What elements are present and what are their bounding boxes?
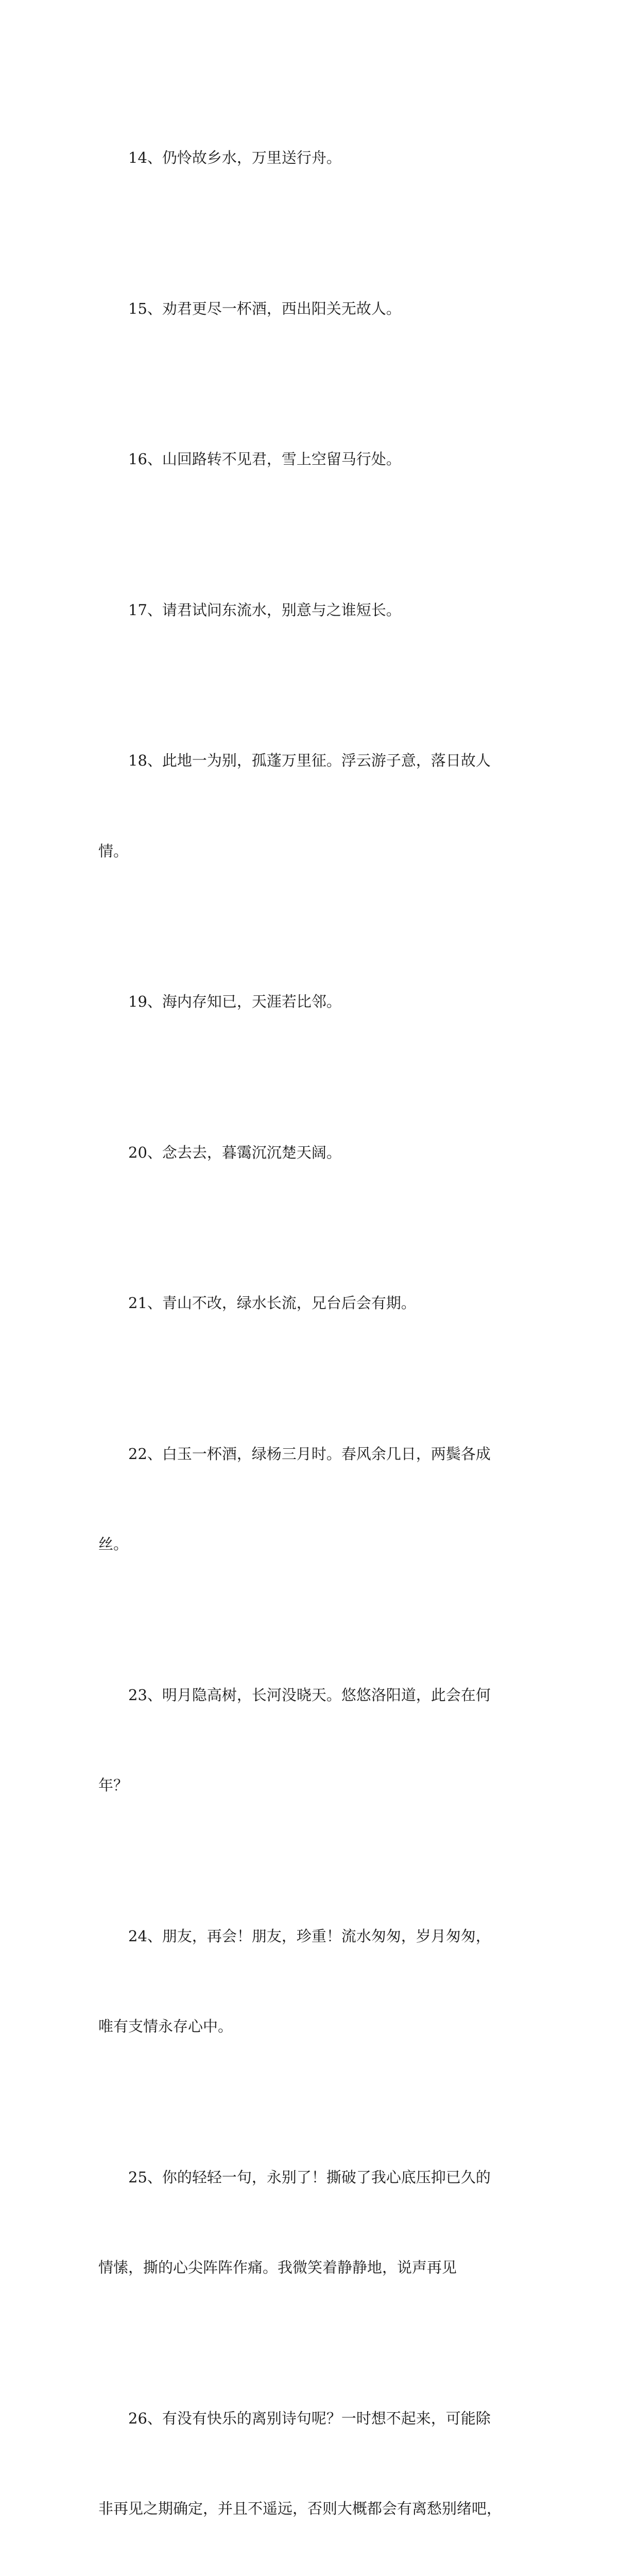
text-line: 22、白玉一杯酒，绿杨三月时。春风余几日，两鬓各成 (98, 1439, 549, 1469)
document-body (98, 82, 549, 2576)
text-line: 情愫，撕的心尖阵阵作痛。我微笑着静静地，说声再见 (98, 2252, 549, 2283)
text-line: 24、朋友，再会！朋友，珍重！流水匆匆，岁月匆匆， (98, 1921, 549, 1952)
text-line: 26、有没有快乐的离别诗句呢？一时想不起来，可能除 (98, 2403, 549, 2434)
text-line: 唯有支情永存心中。 (98, 2011, 549, 2042)
text-line: 非再见之期确定，并且不遥远，否则大概都会有离愁别绪吧， (98, 2494, 549, 2524)
text-line: 25、你的轻轻一句，永别了！撕破了我心底压抑已久的 (98, 2162, 549, 2193)
list-item (98, 384, 549, 535)
text-line: 17、请君试问东流水，别意与之谁短长。 (98, 595, 549, 625)
text-line: 21、青山不改，绿水长流，兄台后会有期。 (98, 1288, 549, 1318)
text-line: 丝。 (98, 1529, 549, 1560)
list-item (98, 1861, 549, 2102)
text-line: 20、念去去，暮霭沉沉楚天阔。 (98, 1138, 549, 1168)
list-item (98, 1077, 549, 1228)
text-line: 19、海内存知已，天涯若比邻。 (98, 987, 549, 1017)
list-item (98, 2102, 549, 2343)
list-item (98, 535, 549, 686)
text-line: 年？ (98, 1770, 549, 1801)
text-line: 16、山回路转不见君，雪上空留马行处。 (98, 444, 549, 474)
text-line: 23、明月隐高树，长河没晓天。悠悠洛阳道，此会在何 (98, 1680, 549, 1710)
list-item (98, 685, 549, 926)
list-item (98, 2343, 549, 2576)
document-page (0, 0, 639, 904)
text-line: 情。 (98, 836, 549, 867)
text-line: 14、仍怜故乡水，万里送行舟。 (98, 143, 549, 173)
list-item (98, 1228, 549, 1379)
text-line: 18、此地一为别，孤蓬万里征。浮云游子意，落日故人 (98, 745, 549, 776)
list-item (98, 926, 549, 1077)
list-item (98, 1379, 549, 1620)
list-item (98, 1620, 549, 1861)
list-item (98, 233, 549, 384)
list-item (98, 82, 549, 233)
text-line: 15、劝君更尽一杯酒，西出阳关无故人。 (98, 294, 549, 324)
